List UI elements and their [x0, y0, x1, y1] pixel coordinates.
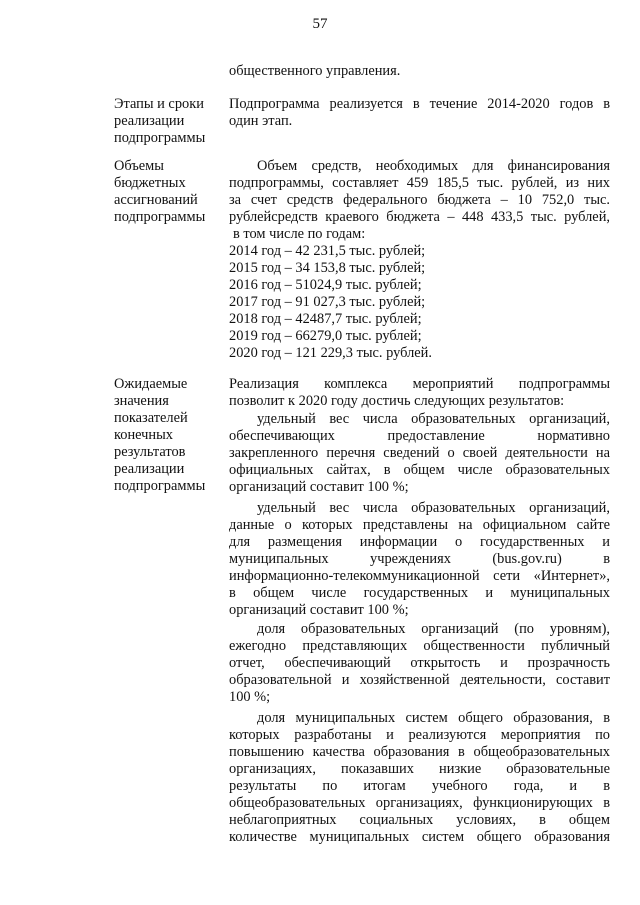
row-text-line: Подпрограмма реализуется в течение 2014-2020 годов в	[229, 96, 610, 112]
row-text-line: 2020 год – 121 229,3 тыс. рублей.	[229, 345, 432, 361]
page-number: 57	[312, 16, 328, 32]
row-label-line: результатов	[114, 444, 186, 460]
row-text-line: 2015 год – 34 153,8 тыс. рублей;	[229, 260, 426, 276]
row-text-line: 2018 год – 42487,7 тыс. рублей;	[229, 311, 422, 327]
row-text-line: доля муниципальных систем общего образования, в	[257, 710, 610, 726]
row-text-line: организаций составит 100 %;	[229, 602, 409, 618]
row-text-line: 2019 год – 66279,0 тыс. рублей;	[229, 328, 422, 344]
row-label-line: Объемы	[114, 158, 164, 174]
row-text-line: 2016 год – 51024,9 тыс. рублей;	[229, 277, 422, 293]
row-text-line: повышению качества образования в общеобразовательных	[229, 744, 610, 760]
row-text-line: организациях, показавших низкие образовательные	[229, 761, 610, 777]
row-text-line: ежегодно представляющих общественности публичный	[229, 638, 610, 654]
row-label-line: конечных	[114, 427, 173, 443]
row-text-line: один этап.	[229, 113, 293, 129]
row-text-line: Объем средств, необходимых для финансирования	[257, 158, 610, 174]
row-label-line: реализации	[114, 461, 185, 477]
row-label-line: Ожидаемые	[114, 376, 188, 392]
row-text-line: 2014 год – 42 231,5 тыс. рублей;	[229, 243, 426, 259]
row-text-line: информационно-телекоммуникационной сети «Интернет»,	[229, 568, 610, 584]
row-label-line: значения	[114, 393, 169, 409]
row-text-line: 2017 год – 91 027,3 тыс. рублей;	[229, 294, 426, 310]
row-text-line: образовательной и хозяйственной деятельности, составит	[229, 672, 610, 688]
row-label-line: подпрограммы	[114, 209, 206, 225]
row-text-line: удельный вес числа образовательных организаций,	[257, 500, 610, 516]
row-text-line: общеобразовательных организациях, функционирующих в	[229, 795, 610, 811]
row-label-line: показателей	[114, 410, 188, 426]
row-text-line: Реализация комплекса мероприятий подпрограммы	[229, 376, 610, 392]
row-text-line: результаты по итогам учебного года, и в	[229, 778, 610, 794]
row-label-line: подпрограммы	[114, 478, 206, 494]
row-text-line: отчет, обеспечивающий открытость и прозрачность	[229, 655, 610, 671]
row-text-line: в том числе по годам:	[233, 226, 366, 242]
intro-line: общественного управления.	[229, 63, 401, 79]
row-text-line: 100 %;	[229, 689, 271, 705]
row-text-line: доля образовательных организаций (по уровням),	[257, 621, 610, 637]
row-text-line: официальных сайтах, в общем числе образовательных	[229, 462, 610, 478]
row-text-line: муниципальных учреждениях (bus.gov.ru) в	[229, 551, 610, 567]
row-label-line: реализации	[114, 113, 185, 129]
row-text-line: количестве муниципальных систем общего образования	[229, 829, 610, 845]
row-label-line: Этапы и сроки	[114, 96, 204, 112]
row-label-line: подпрограммы	[114, 130, 206, 146]
row-text-line: для размещения информации о государственных и	[229, 534, 610, 550]
row-text-line: обеспечивающих предоставление нормативно	[229, 428, 610, 444]
row-text-line: закрепленного перечня сведений о своей деятельности на	[229, 445, 610, 461]
row-text-line: организаций составит 100 %;	[229, 479, 409, 495]
row-text-line: данные о которых представлены на официальном сайте	[229, 517, 610, 533]
row-text-line: удельный вес числа образовательных организаций,	[257, 411, 610, 427]
row-text-line: за счет средств федерального бюджета – 10 752,0 тыс.	[229, 192, 610, 208]
row-label-line: ассигнований	[114, 192, 198, 208]
row-text-line: рублейсредств краевого бюджета – 448 433,5 тыс. рублей,	[229, 209, 610, 225]
row-text-line: позволит к 2020 году достичь следующих результатов:	[229, 393, 565, 409]
row-text-line: неблагоприятных социальных условиях, в общем	[229, 812, 610, 828]
row-text-line: в общем числе государственных и муниципальных	[229, 585, 610, 601]
row-text-line: подпрограммы, составляет 459 185,5 тыс. рублей, из них	[229, 175, 610, 191]
row-text-line: которых разработаны и реализуются мероприятия по	[229, 727, 610, 743]
row-label-line: бюджетных	[114, 175, 186, 191]
